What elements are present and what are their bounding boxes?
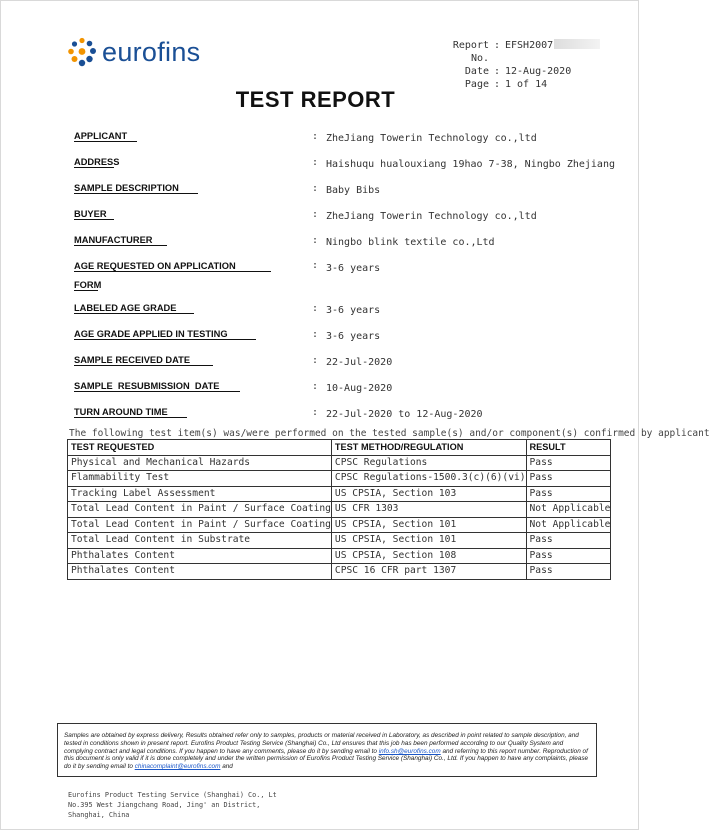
test-requested-cell: Tracking Label Assessment — [68, 486, 332, 502]
underline — [74, 141, 137, 142]
test-requested-cell: Total Lead Content in Paint / Surface Coating — [68, 502, 332, 518]
address-label: ADDRESS — [74, 157, 120, 167]
test-method-cell: CPSC Regulations-1500.3(c)(6)(vi) — [331, 471, 526, 487]
underline — [74, 245, 167, 246]
table-row — [68, 548, 611, 564]
applicant-value: ZheJiang Towerin Technology co.,ltd — [326, 133, 537, 144]
underline — [74, 193, 198, 194]
results-table — [67, 439, 611, 580]
result-cell: Pass — [526, 455, 611, 471]
test-method-cell: CPSC 16 CFR part 1307 — [331, 564, 526, 580]
underline — [74, 417, 187, 418]
applicant-label: APPLICANT — [74, 131, 128, 141]
report-title: TEST REPORT — [235, 87, 396, 112]
column-header: TEST METHOD/REGULATION — [331, 440, 526, 456]
test-method-cell: US CPSIA, Section 103 — [331, 486, 526, 502]
page-number: 1 of 14 — [505, 79, 548, 90]
eurofins-logo — [67, 35, 200, 69]
test-method-cell: CPSC Regulations — [331, 455, 526, 471]
address-value: Haishuqu hualouxiang 19hao 7-38, Ningbo Zhejiang — [326, 159, 615, 170]
report-no: EFSH2007 — [505, 40, 554, 51]
test-method-cell: US CFR 1303 — [331, 502, 526, 518]
page-label: Page — [464, 79, 489, 90]
underline — [74, 313, 194, 314]
report-date: 12-Aug-2020 — [505, 66, 572, 77]
manufacturer-label: MANUFACTURER — [74, 235, 153, 245]
report-no-label: Report No. — [452, 40, 489, 64]
table-row — [68, 486, 611, 502]
sample-description-label: SAMPLE DESCRIPTION — [74, 183, 179, 193]
result-cell: Not Applicable — [526, 517, 611, 533]
underline — [74, 167, 114, 168]
column-header: TEST REQUESTED — [68, 440, 332, 456]
test-method-cell: US CPSIA, Section 101 — [331, 533, 526, 549]
redaction-blur — [554, 39, 600, 49]
labeled-age-grade-label: LABELED AGE GRADE — [74, 303, 177, 313]
underline — [74, 219, 114, 220]
brand-name: eurofins — [102, 36, 201, 67]
turn-around-time-label: TURN AROUND TIME — [74, 407, 168, 417]
sample-resubmission-date-label: SAMPLE RESUBMISSION DATE — [74, 381, 220, 391]
underline — [74, 290, 98, 291]
age-grade-applied-value: 3-6 years — [326, 331, 381, 342]
age-grade-applied-label: AGE GRADE APPLIED IN TESTING — [74, 329, 228, 339]
disclaimer-box: Samples are obtained by express delivery, Results obtained refer only to samples, products or material received in Laboratory, as described in point related to sample description, and tested in conditions shown in present report. Eurofins Product Testing Service (Shanghai) Co., Ltd ensures that this job has been performed according to our Quality System and complying contract and legal conditions. If you happen to have any comments, please do it by sending email to info.sh@eurofins.com and referring to this report number. Reproduction of this document is only valid if it is done completely and under the written permission of Eurofins Product Testing Service (Shanghai) Co., Ltd. If you happen to have any complaints, please do it by sending email to chinacomplaint@eurofins.com and — [57, 723, 597, 777]
test-requested-cell: Flammability Test — [68, 471, 332, 487]
date-label: Date — [464, 66, 489, 77]
test-requested-cell: Total Lead Content in Substrate — [68, 533, 332, 549]
column-header: RESULT — [526, 440, 611, 456]
labeled-age-grade-value: 3-6 years — [326, 305, 381, 316]
age-requested-value: 3-6 years — [326, 263, 381, 274]
underline — [74, 339, 256, 340]
sample-received-date-label: SAMPLE RECEIVED DATE — [74, 355, 191, 365]
eurofins-dots-icon — [67, 37, 97, 67]
test-requested-cell: Phthalates Content — [68, 548, 332, 564]
report-page: eurofins Report No. : EFSH2007 Date : 12-Aug-2020 Page : 1 of 14 TEST REPORT APPLICANT : ZheJiang Towerin Technology co.,ltd ADDRESS : Haishuqu hualouxiang 19hao 7-38, Ningbo Zhejiang SAMPLE DESCRIPTION : Baby Bibs BUYER : ZheJiang Towerin Technology co.,ltd MANUFACTURER : Ningbo blink textile co.,Ltd AGE REQUESTED ON APPLICATION FORM : 3-6 years LABELED AGE GRADE : 3-6 years AGE GRADE APPLIED IN TESTING : 3-6 years SAMPLE RECEIVED DATE : 22-Jul-2020 SAMPLE RESUBMISSION DATE : 10-Aug-2020 TURN AROUND TIME : 22-Jul-2020 to 12-Aug-2020 The following test item(s) was/were performed on the tested sample(s) and/or component(s) confirmed by applicant TEST REQUESTED TEST METHOD/REGULATION RESULT Physical and Mechanical Hazards CPSC Regulations Pass Flammability Test CPSC Regulations-1500.3(c)(6)(vi) Pass Tracking Label Assessment US CPSIA, Section 103 Pass Total Lead Content in Paint / Surface Coating US CFR 1303 Not Applicable Total Lead Content in Paint / Surface Coating US CPSIA, Section 101 Not Applicable Total Lead Content in Substrate US CPSIA, Section 101 Pass Phthalates Content US CPSIA, Section 108 Pass Phthalates Content CPSC 16 CFR part 1307 Pass Samples are obtained by express delivery, Results obtained refer only to samples, products or material received in Laboratory, as described in point related to sample description, and tested in conditions shown in present report. Eurofins Product Testing Service (Shanghai) Co., Ltd ensures that this job has been performed according to our Quality System and complying contract and legal conditions. If you happen to have any comments, please do it by sending email to info.sh@eurofins.com and referring to this report number. Reproduction of this document is only valid if it is done completely and under the written permission of Eurofins Product Testing Service (Shanghai) Co., Ltd. If you happen to have any complaints, please do it by sending email to chinacomplaint@eurofins.com and Eurofins Product Testing Service (Shanghai) Co., Lt No.395 West Jiangchang Road, Jing' an District, Shanghai, China — [0, 0, 639, 830]
test-method-cell: US CPSIA, Section 101 — [331, 517, 526, 533]
table-row — [68, 564, 611, 580]
result-cell: Pass — [526, 548, 611, 564]
underline — [74, 271, 271, 272]
test-requested-cell: Phthalates Content — [68, 564, 332, 580]
table-row — [68, 455, 611, 471]
underline — [74, 391, 240, 392]
result-cell: Pass — [526, 564, 611, 580]
intro-text: The following test item(s) was/were performed on the tested sample(s) and/or component(s) confirmed by applicant — [69, 428, 710, 439]
table-row — [68, 533, 611, 549]
result-cell: Pass — [526, 533, 611, 549]
age-requested-label: AGE REQUESTED ON APPLICATION — [74, 261, 236, 271]
result-cell: Pass — [526, 471, 611, 487]
footer-address: Eurofins Product Testing Service (Shanghai) Co., Lt No.395 West Jiangchang Road, Jing' an District, Shanghai, China — [68, 791, 277, 819]
buyer-value: ZheJiang Towerin Technology co.,ltd — [326, 211, 537, 222]
manufacturer-value: Ningbo blink textile co.,Ltd — [326, 237, 495, 248]
underline — [74, 365, 213, 366]
sample-resubmission-date-value: 10-Aug-2020 — [326, 383, 393, 394]
age-requested-label-2: FORM — [74, 280, 102, 290]
complaint-email-link[interactable]: chinacomplaint@eurofins.com — [134, 763, 221, 771]
result-cell: Not Applicable — [526, 502, 611, 518]
turn-around-time-value: 22-Jul-2020 to 12-Aug-2020 — [326, 409, 483, 420]
sample-description-value: Baby Bibs — [326, 185, 381, 196]
table-row — [68, 471, 611, 487]
table-row — [68, 517, 611, 533]
table-row — [68, 502, 611, 518]
test-method-cell: US CPSIA, Section 108 — [331, 548, 526, 564]
test-requested-cell: Physical and Mechanical Hazards — [68, 455, 332, 471]
report-meta: Report No. : EFSH2007 Date : 12-Aug-2020 Page : 1 of 14 — [429, 39, 600, 91]
sample-received-date-value: 22-Jul-2020 — [326, 357, 393, 368]
result-cell: Pass — [526, 486, 611, 502]
info-email-link[interactable]: info.sh@eurofins.com — [378, 747, 441, 755]
buyer-label: BUYER — [74, 209, 107, 219]
test-requested-cell: Total Lead Content in Paint / Surface Coating — [68, 517, 332, 533]
table-header-row — [68, 440, 611, 456]
